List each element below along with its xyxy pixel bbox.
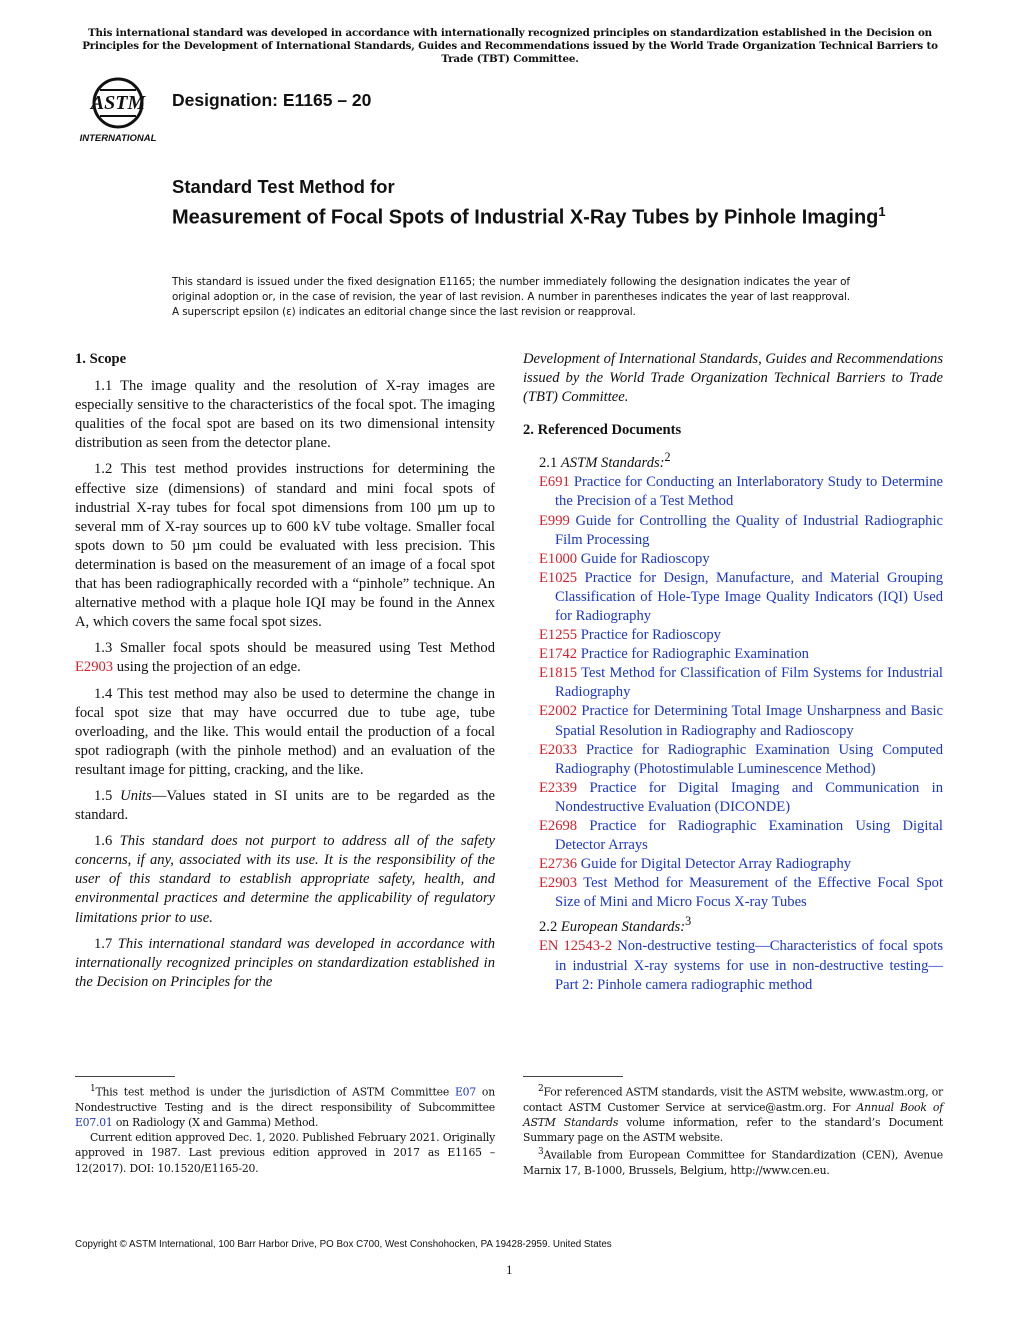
reference-item: [523, 512, 943, 550]
reference-title-link[interactable]: Practice for Design, Manufacture, and Material Grouping Classification of Hole-Type Image Quality Indicators (IQI) Used for Radiography: [555, 569, 943, 624]
scope-1-6: 1.6 This standard does not purport to address all of the safety concerns, if any, associated with its use. It is the responsibility of the user of this standard to establish appropriate safety, health, and environmental practices and determine the applicability of regulatory limitations prior to use.: [75, 833, 495, 926]
document-title: [172, 174, 932, 231]
reference-code-link[interactable]: E2339: [539, 779, 578, 796]
reference-code-link[interactable]: E2698: [539, 818, 578, 835]
reference-code-link[interactable]: E1000: [539, 550, 578, 567]
reference-code-link[interactable]: E1255: [539, 627, 578, 644]
reference-code-link[interactable]: E999: [539, 512, 570, 529]
reference-title-link[interactable]: Test Method for Measurement of the Effective Focal Spot Size of Mini and Micro Focus X-ray Tubes: [555, 875, 944, 911]
astm-standards-list: [523, 473, 943, 912]
footnote-rule-left: [75, 1076, 175, 1077]
astm-standards-label: 2.1 ASTM Standards:$^2$: [539, 450, 671, 472]
reference-item: [523, 550, 943, 569]
reference-title-link[interactable]: Practice for Digital Imaging and Communication in Nondestructive Evaluation (DICONDE): [555, 779, 943, 815]
scope-1-3: 1.3 Smaller focal spots should be measured using Test Method E2903 using the projection of an edge.: [75, 640, 495, 676]
reference-title-link[interactable]: Practice for Radioscopy: [580, 627, 721, 644]
scope-1-4: 1.4 This test method may also be used to determine the change in focal spot size that may have occurred due to tube age, tube overloading, and the like. This would entail the production of a focal spot radiograph (with the pinhole method) and an evaluation of the resultant image for pitting, cracking, and the like.: [75, 685, 495, 778]
reference-title-link[interactable]: Guide for Controlling the Quality of Industrial Radiographic Film Processing: [555, 512, 944, 548]
referenced-documents-heading: 2. Referenced Documents: [523, 422, 682, 439]
european-standards-list: [523, 937, 943, 994]
copyright-line: Copyright © ASTM International, 100 Barr Harbor Drive, PO Box C700, West Conshohocken, PA 19428-2959. United States: [75, 1239, 612, 1250]
scope-1-7-continued: Development of International Standards, Guides and Recommendations issued by the World Trade Organization Technical Barriers to Trade (TBT) Committee.: [523, 351, 943, 406]
reference-code-link[interactable]: E2736: [539, 856, 578, 873]
footnotes-left: [75, 1082, 495, 1176]
reference-title-link[interactable]: Practice for Radiographic Examination: [580, 646, 809, 663]
footnote-1: $^1$This test method is under the jurisdiction of ASTM Committee E07 on Nondestructive Testing and is the direct responsibility of Subcommittee E07.01 on Radiology (X and Gamma) Method.: [75, 1084, 495, 1129]
reference-item: [523, 645, 943, 664]
issuance-note: This standard is issued under the fixed designation E1165; the number immediately following the designation indicates the year of original adoption or, in the case of revision, the year of last revision. A number in parentheses indicates the year of last reapproval. A superscript epsilon (ε) indicates an editorial change since the last revision or reapproval.: [172, 276, 850, 318]
european-standards-label: 2.2 European Standards:$^3$: [539, 914, 692, 936]
reference-title-link[interactable]: Non-destructive testing—Characteristics of focal spots in industrial X-ray systems for use in non-destructive testing—Part 2: Pinhole camera radiographic method: [555, 938, 943, 993]
astm-logo-icon: [70, 76, 166, 144]
scope-1-2: 1.2 This test method provides instructions for determining the effective size (dimensions) of standard and mini focal spots of industrial X-ray tubes for focal spot dimensions from 100 µm up to several mm of X-ray sources up to 600 kV tube voltage. Smaller focal spots down to 50 µm could be evaluated with less precision. This determination is based on the measurement of an image of a focal spot that has been radiographically recorded with a “pinhole” technique. An alternative method with a plaque hole IQI may be found in the Annex A, which covers the same focal spot sizes.: [75, 461, 495, 631]
reference-title-link[interactable]: Practice for Radiographic Examination Using Digital Detector Arrays: [555, 818, 943, 854]
reference-item: [523, 855, 943, 874]
wto-notice: This international standard was developed in accordance with internationally recognized principles on standardization established in the Decision on Principles for the Development of International Standards, Guides and Recommendations issued by the World Trade Organization Technical Barriers to Trade (TBT) Committee.: [82, 27, 938, 65]
title-line-2: Measurement of Focal Spots of Industrial X-Ray Tubes by Pinhole Imaging$^1$: [172, 204, 886, 229]
reference-item: [523, 817, 943, 855]
reference-code-link[interactable]: E2033: [539, 741, 578, 758]
reference-title-link[interactable]: Guide for Radioscopy: [580, 550, 710, 567]
reference-item: [523, 741, 943, 779]
reference-item: [523, 702, 943, 740]
reference-title-link[interactable]: Guide for Digital Detector Array Radiography: [580, 856, 852, 873]
footnote-2: $^2$For referenced ASTM standards, visit the ASTM website, www.astm.org, or contact ASTM Customer Service at service@astm.org. For Annual Book of ASTM Standards volume information, refer to the standard’s Document Summary page on the ASTM website.: [523, 1084, 943, 1145]
reference-code-link[interactable]: E2903: [539, 875, 578, 892]
reference-item: [523, 664, 943, 702]
link-e07-01[interactable]: E07.01: [75, 1116, 113, 1129]
reference-title-link[interactable]: Practice for Conducting an Interlaboratory Study to Determine the Precision of a Test Method: [555, 474, 944, 510]
reference-item: [523, 874, 943, 912]
logo-sub-text: INTERNATIONAL: [79, 133, 157, 144]
reference-item: [523, 626, 943, 645]
footnotes-right: [523, 1082, 943, 1178]
link-e07[interactable]: E07: [454, 1085, 476, 1099]
reference-item: [523, 473, 943, 511]
title-footnote-mark: 1: [878, 204, 886, 219]
reference-code-link[interactable]: E1742: [539, 646, 578, 663]
left-column: [75, 350, 495, 999]
reference-title-link[interactable]: Practice for Radiographic Examination Using Computed Radiography (Photostimulable Luminescence Method): [555, 741, 943, 777]
footnote-3: $^3$Available from European Committee for Standardization (CEN), Avenue Marnix 17, B-1000, Brussels, Belgium, http://www.cen.eu.: [523, 1147, 943, 1178]
scope-heading: 1. Scope: [75, 351, 127, 367]
reference-item: [523, 569, 943, 626]
reference-code-link[interactable]: EN 12543-2: [539, 938, 613, 955]
logo-main-text: ASTM: [90, 92, 146, 114]
right-column: [523, 350, 943, 995]
reference-code-link[interactable]: E2002: [539, 703, 578, 720]
reference-item: [523, 779, 943, 817]
scope-1-1: 1.1 The image quality and the resolution of X-ray images are especially sensitive to the characteristics of the focal spot. The imaging qualities of the focal spot are based on its two dimensional intensity distribution as seen from the detector plane.: [75, 378, 495, 452]
reference-title-link[interactable]: Practice for Determining Total Image Unsharpness and Basic Spatial Resolution in Radiography and Radioscopy: [555, 703, 943, 739]
page-number: 1: [506, 1262, 513, 1277]
reference-code-link[interactable]: E691: [539, 474, 570, 491]
scope-1-5: 1.5 Units—Values stated in SI units are to be regarded as the standard.: [75, 787, 495, 824]
designation: Designation: E1165 – 20: [172, 90, 372, 110]
title-line-1: Standard Test Method for: [172, 176, 395, 197]
link-e2903[interactable]: E2903: [75, 659, 114, 676]
footnote-rule-right: [523, 1076, 623, 1077]
footnote-1-edition: Current edition approved Dec. 1, 2020. Published February 2021. Originally approved in 1987. Last previous edition approved in 2017 as E1165 – 12(2017). DOI: 10.1520/E1165-20.: [75, 1131, 495, 1175]
scope-1-7: 1.7 This international standard was developed in accordance with internationally recognized principles on standardization established in the Decision on Principles for the: [75, 935, 496, 990]
reference-item: [523, 937, 943, 994]
reference-title-link[interactable]: Test Method for Classification of Film Systems for Industrial Radiography: [555, 665, 943, 701]
reference-code-link[interactable]: E1025: [539, 569, 578, 586]
reference-code-link[interactable]: E1815: [539, 665, 578, 682]
